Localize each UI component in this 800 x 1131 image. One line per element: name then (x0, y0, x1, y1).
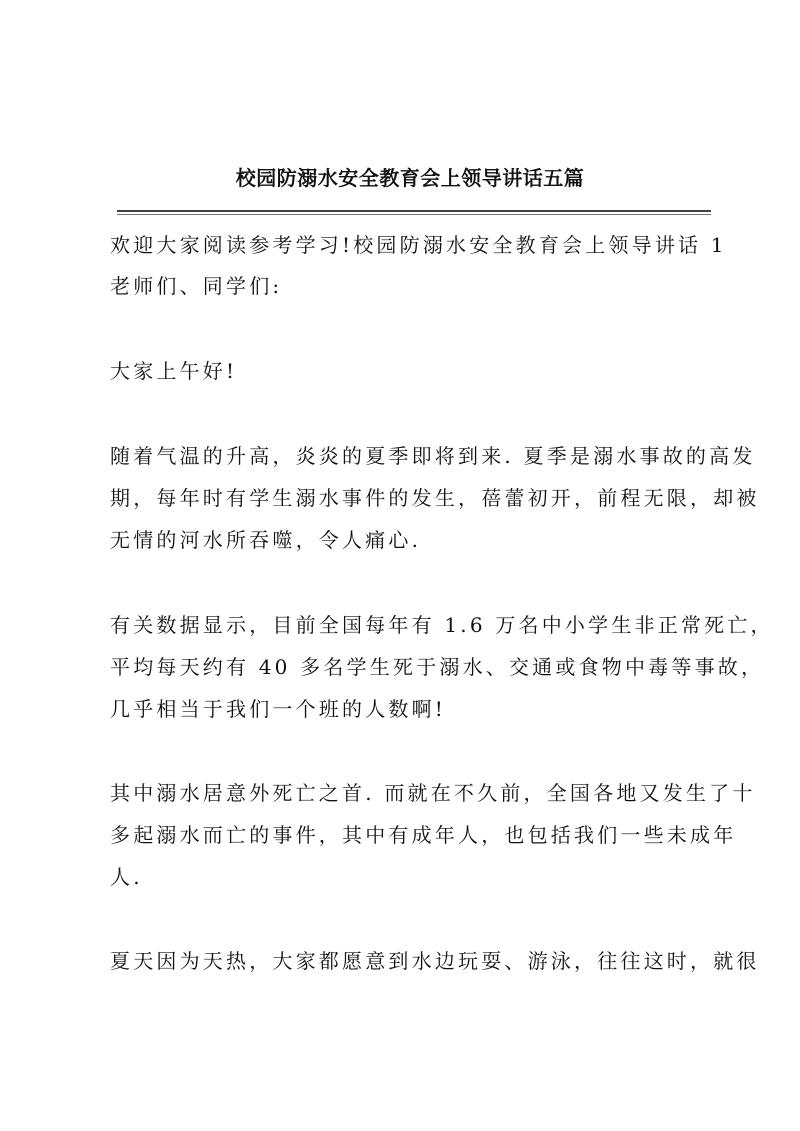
paragraph-2-line-1: 有关数据显示，目前全国每年有 1.6 万名中小学生非正常死亡， (110, 613, 774, 637)
paragraph-2-line-3: 几乎相当于我们一个班的人数啊! (110, 697, 447, 721)
paragraph-3-line-1: 其中溺水居意外死亡之首. 而就在不久前，全国各地又发生了十 (110, 781, 756, 805)
greeting-line: 大家上午好! (110, 359, 238, 383)
paragraph-3-line-3: 人. (110, 865, 143, 889)
title-divider-thin (117, 214, 711, 215)
paragraph-2-line-2: 平均每天约有 40 多名学生死于溺水、交通或食物中毒等事故， (110, 655, 765, 679)
paragraph-1-line-3: 无情的河水所吞噬，令人痛心. (110, 528, 422, 552)
intro-line: 欢迎大家阅读参考学习!校园防溺水安全教育会上领导讲话 1 (110, 233, 727, 257)
title-divider-thick (117, 210, 711, 212)
paragraph-3-line-2: 多起溺水而亡的事件，其中有成年人，也包括我们一些未成年 (110, 823, 737, 847)
salutation-line: 老师们、同学们: (110, 274, 283, 298)
document-title: 校园防溺水安全教育会上领导讲话五篇 (235, 166, 585, 190)
paragraph-1-line-2: 期，每年时有学生溺水事件的发生，蓓蕾初开，前程无限，却被 (110, 486, 760, 510)
paragraph-4-line-1: 夏天因为天热，大家都愿意到水边玩耍、游泳，往往这时，就很 (110, 949, 760, 973)
paragraph-1-line-1: 随着气温的升高，炎炎的夏季即将到来. 夏季是溺水事故的高发 (110, 444, 756, 468)
